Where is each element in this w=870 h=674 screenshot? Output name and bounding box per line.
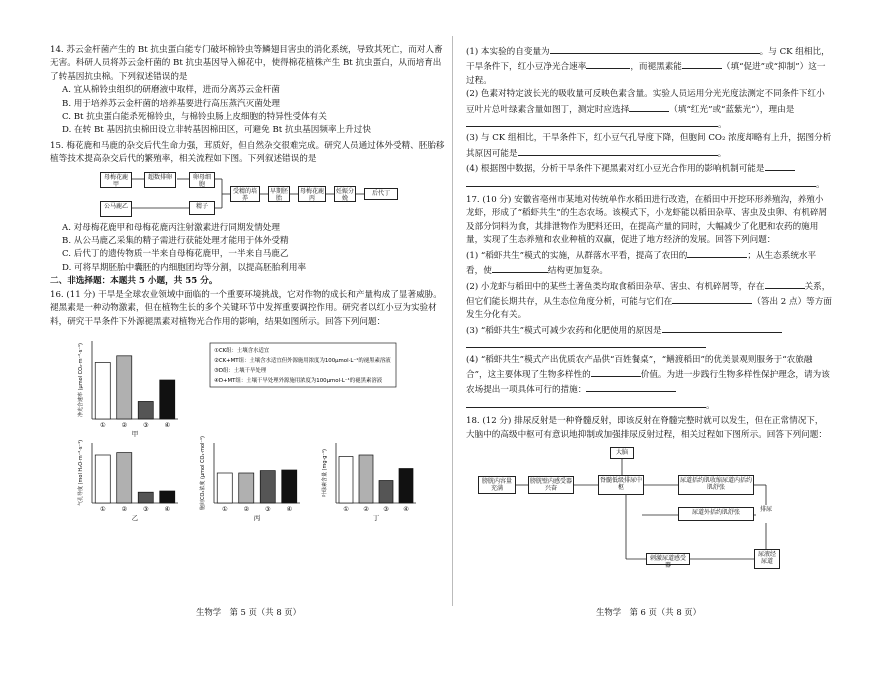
answer-blank[interactable] xyxy=(591,367,641,377)
chart-1-panel-label: 甲 xyxy=(131,429,139,438)
chart-2-y-label: 气孔导度 (mol H₂O·m⁻²·s⁻¹) xyxy=(78,439,84,506)
chart-4-tick-label: ① xyxy=(343,505,349,513)
q15-option-c: C. 后代丁的遗传物质一半来自母梅花鹿甲，一半来自马鹿乙 xyxy=(62,249,289,260)
chart-1-tick-label: ② xyxy=(121,421,128,429)
q14-option-c: C. Bt 抗虫蛋白能杀死棉铃虫，与棉铃虫肠上皮细胞的特异性受体有关 xyxy=(62,112,327,123)
chart-4-tick-label: ② xyxy=(363,505,369,513)
chart-3-bar-4 xyxy=(282,470,297,503)
q16-legend xyxy=(210,343,396,387)
q18-box-detrusor: 尿道括约肌收缩尿道内括约肌舒张 xyxy=(678,475,754,495)
q16-sub-2 xyxy=(466,88,832,132)
chart-2-bar-4 xyxy=(160,491,175,503)
left-column xyxy=(50,44,446,674)
chart-2-panel-label: 乙 xyxy=(131,513,139,522)
chart-1-bar-1 xyxy=(95,362,110,419)
q16-sub-1-text-b: 。与 CK 组相比，干旱条件下，红小豆净光合速率 xyxy=(466,47,830,73)
answer-blank[interactable] xyxy=(765,161,795,171)
q14-option-b: B. 用于培养苏云金杆菌的培养基要进行高压蒸汽灭菌处理 xyxy=(62,98,281,109)
q15-option-d: D. 可将早期胚胎中囊胚的内细胞团均等分割，以提高胚胎利用率 xyxy=(62,262,307,273)
q15-box-9: 妊娠分娩 xyxy=(336,187,355,202)
answer-blank[interactable] xyxy=(629,102,669,112)
q18-box-urethra: 尿液经尿道 xyxy=(754,549,780,569)
chart-4-tick-label: ④ xyxy=(403,505,409,513)
q18-stem: 18. (12 分) 排尿反射是一种脊髓反射，即该反射在脊髓完整时就可以发生，但在正常情况下，大脑中的高级中枢可有意识地抑制或加强排尿反射过程，相关过程如下图所示。回答下列问题： xyxy=(466,416,827,440)
q15-box-3: 卵母细胞 xyxy=(189,172,215,188)
chart-4-bar-4 xyxy=(399,468,413,503)
q17-sub-1-text-a: (1) “稻虾共生”模式的实施，从群落水平看，提高了农田的 xyxy=(466,250,688,261)
q16-sub-2-text-a: (2) 色素对特定波长光的吸收量可反映色素含量。实验人员运用分光光度法测定不同条件下红小豆叶片总叶绿素含量如图丁，测定时应选择 xyxy=(466,89,825,115)
right-column xyxy=(466,44,832,674)
chart-1-bar-4 xyxy=(160,380,175,419)
answer-blank[interactable] xyxy=(466,117,718,127)
answer-blank[interactable] xyxy=(765,279,805,289)
q15-box-4: 公马鹿乙 xyxy=(100,201,132,217)
q17-sub-2 xyxy=(466,279,832,323)
q17-sub-3 xyxy=(466,323,832,354)
q15-box-2: 超数排卵 xyxy=(144,172,176,188)
q17-sub-4-text-a: (4) “稻虾共生”模式产出优质农产品供“百姓餐桌”，“鳝渡稻田”的优美景观则服务于“农旅融合”，这主要体现了生物多样性的 xyxy=(466,354,813,380)
footer-page-6: 生物学 第 6 页（共 8 页） xyxy=(596,607,702,617)
q16-sub-3 xyxy=(466,132,832,161)
q16-sub-2-text-b: （填“红光”或“蓝紫光”），理由是 xyxy=(669,104,795,115)
q17-sub-4-text-b: 价值。为进一步践行生物多样性保护理念，请为该农场提出一项具体可行的措施： xyxy=(466,369,830,396)
q14-option-d: D. 在转 Bt 基因抗虫棉田设立非转基因棉田区，可避免 Bt 抗虫基因频率上升过快 xyxy=(62,125,371,136)
chart-3-tick-label: ③ xyxy=(264,505,271,513)
q17-sub-4-text-c: 。 xyxy=(706,400,715,411)
q16-stem: 16. (11 分) 干旱是全球农业领域中面临的一个重要环境挑战，它对作物的成长和产量构成了显著威胁。褪黑素是一种动物激素，但在植物生长的多个关键环节中发挥重要调控作用。研究者以红小豆为实验材料，研究干旱条件下外源褪黑素对植物光合作用的影响，结果如图所示。回答下列问题： xyxy=(50,289,442,327)
answer-blank[interactable] xyxy=(492,263,548,273)
q14-option-a: A. 宜从棉铃虫组织的研磨液中取样，进而分离苏云金杆菌 xyxy=(62,85,280,96)
answer-blank[interactable] xyxy=(466,338,706,348)
chart-2-tick-label: ② xyxy=(121,505,128,513)
q16-sub-3-text-a: (3) 与 CK 组相比，干旱条件下，红小豆气孔导度下降，但胞间 CO₂ 浓度却略有上升，据图分析其原因可能是 xyxy=(466,133,832,159)
chart-2-bar-3 xyxy=(138,492,153,503)
q18-flow-diagram xyxy=(466,445,832,571)
chart-2-bar-1 xyxy=(95,455,110,503)
chart-3-tick-label: ④ xyxy=(286,505,293,513)
chart-1-tick-label: ③ xyxy=(142,421,149,429)
chart-3-bar-2 xyxy=(239,473,254,503)
q15-stem: 15. 梅花鹿和马鹿的杂交后代生命力强，茸质好，但自然杂交很难完成。研究人员通过体外受精、胚胎移植等技术提高杂交后代的繁殖率，相关流程如下图。下列叙述错误的是 xyxy=(50,140,445,165)
chart-4-bar-3 xyxy=(379,480,393,503)
answer-blank[interactable] xyxy=(550,44,760,54)
q16-sub-4 xyxy=(466,161,832,192)
q18-box-brain: 大脑 xyxy=(610,447,634,459)
answer-blank[interactable] xyxy=(586,59,630,69)
q15-box-1: 母梅花鹿甲 xyxy=(100,172,132,188)
q16-sub-4-text-b: 。 xyxy=(816,179,825,190)
chart-1-tick-label: ① xyxy=(99,421,106,429)
q18-box-bladder: 膀胱内容量充满 xyxy=(478,476,516,494)
q18-label-urination: 排尿 xyxy=(756,505,776,523)
q16-sub-1-text-a: (1) 本实验的自变量为 xyxy=(466,47,550,57)
q17-sub-2-text-b: 关系，但它们能长期共存，从生态位角度分析，可能与它们在 xyxy=(466,281,831,307)
chart-3-panel-label: 丙 xyxy=(253,513,261,522)
answer-blank[interactable] xyxy=(466,398,706,408)
q17-sub-3-text-a: (3) “稻虾共生”模式可减少农药和化肥使用的原因是 xyxy=(466,325,662,336)
legend-entry-4: ④D+MT组：土壤干旱处理外源施用浓度为100μmol·L⁻¹的褪黑素溶液 xyxy=(214,377,383,384)
chart-4-bar-1 xyxy=(339,456,353,503)
q17-sub-1-text-b: ；从生态系统水平看，使 xyxy=(466,250,817,277)
q16-sub-3-text-b: 。 xyxy=(717,148,727,159)
q16-sub-2-text-c: 。 xyxy=(718,120,727,131)
q15-box-6: 受精的培养 xyxy=(230,186,260,202)
q17-sub-1 xyxy=(466,248,832,279)
chart-2-tick-label: ③ xyxy=(142,505,149,513)
chart-1-bar-2 xyxy=(117,356,132,419)
legend-entry-2: ②CK+MT组：土壤含水适宜但外源施用浓度为100μmol·L⁻¹的褪黑素溶液 xyxy=(214,357,391,364)
q16-sub-1-text-d: （填“促进”或“抑制”）这一过程。 xyxy=(466,62,826,86)
answer-blank[interactable] xyxy=(662,323,782,333)
page-divider xyxy=(452,36,453,606)
chart-3-bar-1 xyxy=(217,473,232,503)
chart-3-tick-label: ② xyxy=(243,505,250,513)
answer-blank[interactable] xyxy=(466,177,816,187)
chart-3-tick-label: ① xyxy=(221,505,228,513)
q15-option-a: A. 对母梅花鹿甲和母梅花鹿丙注射激素进行同期发情处理 xyxy=(62,222,280,233)
q15-box-5: 精子 xyxy=(189,201,215,215)
chart-4-bar-2 xyxy=(359,455,373,503)
q17-sub-4 xyxy=(466,354,832,414)
answer-blank[interactable] xyxy=(687,248,747,258)
legend-entry-1: ①CK组：土壤含水适宜 xyxy=(214,347,270,354)
chart-1-bar-3 xyxy=(138,401,153,419)
footer-page-5: 生物学 第 5 页（共 8 页） xyxy=(196,607,302,617)
chart-2-bar-2 xyxy=(117,453,132,503)
q18-box-external-sphincter: 尿道外括约肌舒张 xyxy=(678,507,754,521)
chart-1-y-label: 净光合速率 (μmol CO₂·m⁻²·s⁻¹) xyxy=(78,342,84,417)
section-2-title: 二、非选择题：本题共 5 小题，共 55 分。 xyxy=(50,276,218,287)
q16-sub-4-text-a: (4) 根据图中数据，分析干旱条件下褪黑素对红小豆光合作用的影响机制可能是 xyxy=(466,164,765,175)
chart-3-bar-3 xyxy=(260,471,275,503)
q18-box-urethra-receptor: 刺激尿道感受器 xyxy=(646,553,690,565)
chart-4-y-label: 叶绿素含量 (mg·g⁻¹) xyxy=(322,448,328,497)
q16-sub-1-text-c: ，而褪黑素能 xyxy=(630,62,682,73)
q17-sub-2-text-a: (2) 小龙虾与稻田中的某些土著鱼类均取食稻田杂草、害虫、有机碎屑等，存在 xyxy=(466,281,765,292)
q17-stem: 17. (10 分) 安徽省亳州市某地对传统单作水稻田进行改造，在稻田中开挖环形养殖沟，养殖小龙虾，形成了“稻虾共生”的生态农场。该模式下，小龙虾能以稻田杂草、害虫及虫卵、有机碎屑及部分饲料为食，其排泄物作为肥料还田，在提高产量的同时，大幅减少了化肥和农药的施用量，实现了生态养殖和农业种植的双赢，促进了地方经济的发展。回答下列问题： xyxy=(466,195,828,246)
chart-2-tick-label: ④ xyxy=(164,505,171,513)
chart-1-tick-label: ④ xyxy=(164,421,171,429)
q17-sub-1-text-c: 结构更加复杂。 xyxy=(547,266,608,277)
q14-stem: 14. 苏云金杆菌产生的 Bt 抗虫蛋白能专门破坏棉铃虫等鳞翅目害虫的消化系统，导致其死亡，而对人畜无害。科研人员将苏云金杆菌的 Bt 抗虫基因导入棉花中，使得棉花植株产生 Bt 抗虫蛋白，从而培育出了转基因抗虫棉。下列叙述错误的是 xyxy=(50,45,443,82)
q18-box-spinal-center: 脊髓低级排尿中枢 xyxy=(598,475,644,495)
chart-2-tick-label: ① xyxy=(99,505,106,513)
q16-sub-1 xyxy=(466,44,832,88)
answer-blank[interactable] xyxy=(672,294,752,304)
answer-blank[interactable] xyxy=(586,382,676,392)
answer-blank[interactable] xyxy=(518,146,718,156)
q15-box-8: 母梅花鹿丙 xyxy=(300,187,325,202)
legend-entry-3: ③D组：土壤干旱处理 xyxy=(214,367,267,374)
q15-option-b: B. 从公马鹿乙采集的精子需进行获能处理才能用于体外受精 xyxy=(62,236,289,247)
chart-4-panel-label: 丁 xyxy=(372,513,380,522)
q16-charts xyxy=(62,331,422,527)
chart-3-y-label: 胞间CO₂浓度 (μmol CO₂·mol⁻¹) xyxy=(200,435,206,510)
answer-blank[interactable] xyxy=(682,59,722,69)
q18-box-receptor: 膀胱壁内感受器兴奋 xyxy=(530,477,573,492)
q15-box-10: 后代丁 xyxy=(364,188,398,200)
q15-box-7: 早期胚胎 xyxy=(270,187,289,202)
q17-sub-2-text-c: （答出 2 点）等方面发生分化有关。 xyxy=(466,296,832,321)
chart-4-tick-label: ③ xyxy=(383,505,389,513)
q15-flow-diagram xyxy=(50,170,446,220)
